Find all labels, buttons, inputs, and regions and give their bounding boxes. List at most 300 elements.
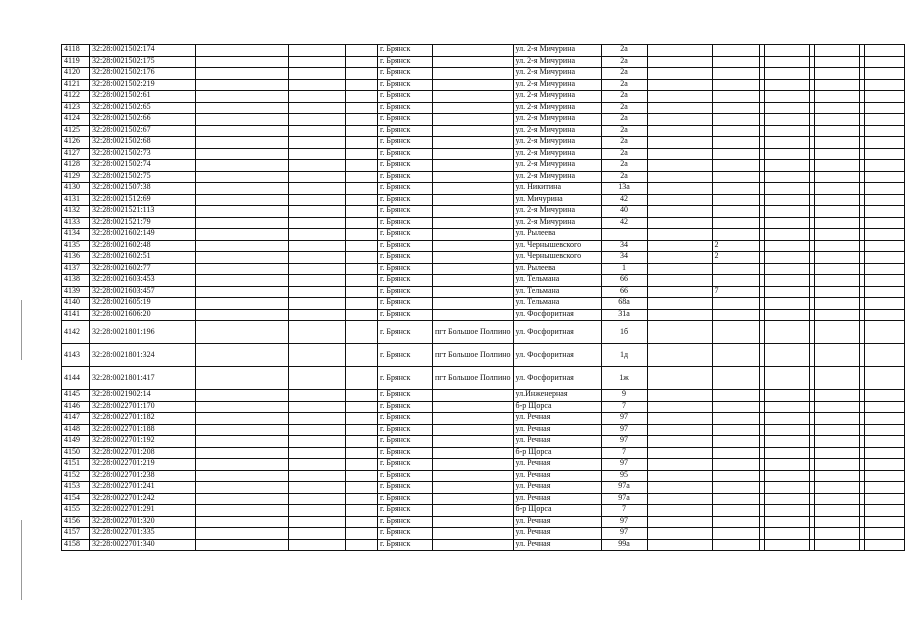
empty-cell bbox=[814, 263, 859, 275]
empty-cell bbox=[864, 206, 904, 218]
empty-cell bbox=[647, 275, 712, 287]
settlement bbox=[433, 493, 514, 505]
empty-cell bbox=[764, 516, 809, 528]
empty-cell bbox=[196, 171, 289, 183]
empty-cell bbox=[289, 321, 346, 344]
settlement bbox=[433, 171, 514, 183]
empty-cell bbox=[647, 298, 712, 310]
empty-cell bbox=[647, 252, 712, 264]
empty-cell bbox=[814, 298, 859, 310]
empty-cell bbox=[289, 528, 346, 540]
empty-cell bbox=[814, 401, 859, 413]
empty-cell bbox=[647, 56, 712, 68]
city: г. Брянск bbox=[378, 505, 433, 517]
empty-cell bbox=[647, 424, 712, 436]
empty-cell bbox=[764, 148, 809, 160]
empty-cell bbox=[196, 436, 289, 448]
table-row bbox=[62, 539, 905, 551]
empty-cell bbox=[764, 413, 809, 425]
empty-cell bbox=[647, 45, 712, 57]
row-number: 4124 bbox=[62, 114, 90, 126]
scan-edge-mark bbox=[21, 520, 22, 600]
empty-cell bbox=[289, 286, 346, 298]
empty-cell bbox=[289, 390, 346, 402]
street: ул. 2-я Мичурина bbox=[513, 68, 601, 80]
house-number: 97 bbox=[601, 459, 647, 471]
house-number: 2а bbox=[601, 102, 647, 114]
city: г. Брянск bbox=[378, 367, 433, 390]
empty-cell bbox=[346, 217, 378, 229]
extra-number bbox=[712, 194, 759, 206]
street: ул. Тельмана bbox=[513, 298, 601, 310]
empty-cell bbox=[346, 114, 378, 126]
scan-edge-mark bbox=[21, 300, 22, 360]
empty-cell bbox=[764, 252, 809, 264]
empty-cell bbox=[864, 171, 904, 183]
table-row bbox=[62, 217, 905, 229]
empty-cell bbox=[289, 436, 346, 448]
table-row bbox=[62, 194, 905, 206]
street: ул. Речная bbox=[513, 493, 601, 505]
house-number: 97а bbox=[601, 482, 647, 494]
city: г. Брянск bbox=[378, 137, 433, 149]
settlement bbox=[433, 194, 514, 206]
table-row bbox=[62, 240, 905, 252]
empty-cell bbox=[647, 217, 712, 229]
extra-number bbox=[712, 505, 759, 517]
cadastral-number: 32:28:0022701:188 bbox=[90, 424, 196, 436]
city: г. Брянск bbox=[378, 102, 433, 114]
empty-cell bbox=[196, 344, 289, 367]
house-number: 2а bbox=[601, 171, 647, 183]
empty-cell bbox=[346, 493, 378, 505]
empty-cell bbox=[864, 447, 904, 459]
extra-number bbox=[712, 114, 759, 126]
settlement bbox=[433, 516, 514, 528]
empty-cell bbox=[764, 217, 809, 229]
extra-number bbox=[712, 413, 759, 425]
empty-cell bbox=[289, 539, 346, 551]
house-number: 1 bbox=[601, 263, 647, 275]
cadastral-number: 32:28:0021801:324 bbox=[90, 344, 196, 367]
empty-cell bbox=[764, 286, 809, 298]
empty-cell bbox=[346, 148, 378, 160]
city: г. Брянск bbox=[378, 482, 433, 494]
city: г. Брянск bbox=[378, 68, 433, 80]
cadastral-number: 32:28:0021521:79 bbox=[90, 217, 196, 229]
row-number: 4158 bbox=[62, 539, 90, 551]
empty-cell bbox=[864, 68, 904, 80]
city: г. Брянск bbox=[378, 263, 433, 275]
city: г. Брянск bbox=[378, 321, 433, 344]
cadastral-number: 32:28:0022701:340 bbox=[90, 539, 196, 551]
extra-number bbox=[712, 493, 759, 505]
city: г. Брянск bbox=[378, 252, 433, 264]
table-row bbox=[62, 321, 905, 344]
empty-cell bbox=[647, 194, 712, 206]
empty-cell bbox=[764, 183, 809, 195]
extra-number bbox=[712, 45, 759, 57]
extra-number bbox=[712, 309, 759, 321]
empty-cell bbox=[647, 401, 712, 413]
house-number: 66 bbox=[601, 275, 647, 287]
empty-cell bbox=[764, 229, 809, 241]
house-number: 2а bbox=[601, 56, 647, 68]
street: ул. 2-я Мичурина bbox=[513, 91, 601, 103]
city: г. Брянск bbox=[378, 539, 433, 551]
settlement bbox=[433, 160, 514, 172]
row-number: 4132 bbox=[62, 206, 90, 218]
empty-cell bbox=[346, 367, 378, 390]
house-number: 97 bbox=[601, 516, 647, 528]
city: г. Брянск bbox=[378, 229, 433, 241]
empty-cell bbox=[196, 528, 289, 540]
row-number: 4144 bbox=[62, 367, 90, 390]
empty-cell bbox=[289, 206, 346, 218]
table-row bbox=[62, 68, 905, 80]
empty-cell bbox=[346, 505, 378, 517]
house-number: 68а bbox=[601, 298, 647, 310]
table-row bbox=[62, 206, 905, 218]
row-number: 4156 bbox=[62, 516, 90, 528]
empty-cell bbox=[814, 321, 859, 344]
settlement: пгт Большое Полпино bbox=[433, 321, 514, 344]
cadastral-number: 32:28:0021602:51 bbox=[90, 252, 196, 264]
empty-cell bbox=[196, 286, 289, 298]
settlement bbox=[433, 240, 514, 252]
empty-cell bbox=[196, 137, 289, 149]
settlement bbox=[433, 505, 514, 517]
empty-cell bbox=[346, 240, 378, 252]
empty-cell bbox=[647, 263, 712, 275]
empty-cell bbox=[346, 275, 378, 287]
street: ул. Рылеева bbox=[513, 263, 601, 275]
empty-cell bbox=[764, 171, 809, 183]
empty-cell bbox=[346, 137, 378, 149]
empty-cell bbox=[346, 183, 378, 195]
empty-cell bbox=[764, 539, 809, 551]
row-number: 4129 bbox=[62, 171, 90, 183]
row-number: 4148 bbox=[62, 424, 90, 436]
settlement bbox=[433, 401, 514, 413]
empty-cell bbox=[864, 459, 904, 471]
city: г. Брянск bbox=[378, 286, 433, 298]
house-number: 13а bbox=[601, 183, 647, 195]
empty-cell bbox=[346, 390, 378, 402]
empty-cell bbox=[647, 539, 712, 551]
row-number: 4135 bbox=[62, 240, 90, 252]
table-row bbox=[62, 401, 905, 413]
row-number: 4123 bbox=[62, 102, 90, 114]
cadastral-number: 32:28:0021502:61 bbox=[90, 91, 196, 103]
extra-number bbox=[712, 447, 759, 459]
empty-cell bbox=[864, 539, 904, 551]
empty-cell bbox=[764, 447, 809, 459]
empty-cell bbox=[764, 91, 809, 103]
extra-number bbox=[712, 183, 759, 195]
house-number: 7 bbox=[601, 447, 647, 459]
empty-cell bbox=[864, 79, 904, 91]
house-number: 9 bbox=[601, 390, 647, 402]
row-number: 4155 bbox=[62, 505, 90, 517]
empty-cell bbox=[346, 125, 378, 137]
street: ул. 2-я Мичурина bbox=[513, 171, 601, 183]
empty-cell bbox=[346, 286, 378, 298]
settlement bbox=[433, 68, 514, 80]
cadastral-number: 32:28:0021512:69 bbox=[90, 194, 196, 206]
empty-cell bbox=[289, 401, 346, 413]
table-row bbox=[62, 528, 905, 540]
empty-cell bbox=[647, 309, 712, 321]
extra-number bbox=[712, 148, 759, 160]
table-row bbox=[62, 344, 905, 367]
empty-cell bbox=[346, 539, 378, 551]
house-number: 2а bbox=[601, 68, 647, 80]
empty-cell bbox=[764, 114, 809, 126]
city: г. Брянск bbox=[378, 309, 433, 321]
empty-cell bbox=[196, 79, 289, 91]
empty-cell bbox=[814, 240, 859, 252]
empty-cell bbox=[196, 539, 289, 551]
empty-cell bbox=[814, 79, 859, 91]
empty-cell bbox=[814, 516, 859, 528]
empty-cell bbox=[196, 390, 289, 402]
extra-number bbox=[712, 229, 759, 241]
city: г. Брянск bbox=[378, 528, 433, 540]
extra-number bbox=[712, 217, 759, 229]
row-number: 4154 bbox=[62, 493, 90, 505]
cadastral-number: 32:28:0022701:208 bbox=[90, 447, 196, 459]
settlement: пгт Большое Полпино bbox=[433, 367, 514, 390]
city: г. Брянск bbox=[378, 424, 433, 436]
house-number: 97а bbox=[601, 493, 647, 505]
table-row bbox=[62, 436, 905, 448]
empty-cell bbox=[864, 137, 904, 149]
extra-number: 2 bbox=[712, 252, 759, 264]
table-row bbox=[62, 367, 905, 390]
empty-cell bbox=[864, 275, 904, 287]
empty-cell bbox=[864, 413, 904, 425]
house-number: 2а bbox=[601, 137, 647, 149]
empty-cell bbox=[346, 68, 378, 80]
row-number: 4150 bbox=[62, 447, 90, 459]
settlement bbox=[433, 424, 514, 436]
empty-cell bbox=[764, 424, 809, 436]
empty-cell bbox=[647, 528, 712, 540]
empty-cell bbox=[196, 125, 289, 137]
empty-cell bbox=[289, 56, 346, 68]
extra-number bbox=[712, 275, 759, 287]
empty-cell bbox=[289, 194, 346, 206]
empty-cell bbox=[814, 160, 859, 172]
row-number: 4140 bbox=[62, 298, 90, 310]
empty-cell bbox=[814, 539, 859, 551]
cadastral-number: 32:28:0021502:176 bbox=[90, 68, 196, 80]
cadastral-number: 32:28:0021502:219 bbox=[90, 79, 196, 91]
cadastral-number: 32:28:0022701:192 bbox=[90, 436, 196, 448]
empty-cell bbox=[289, 148, 346, 160]
empty-cell bbox=[289, 493, 346, 505]
settlement bbox=[433, 528, 514, 540]
extra-number bbox=[712, 470, 759, 482]
empty-cell bbox=[289, 240, 346, 252]
empty-cell bbox=[814, 217, 859, 229]
house-number: 40 bbox=[601, 206, 647, 218]
street: ул. Рылеева bbox=[513, 229, 601, 241]
row-number: 4134 bbox=[62, 229, 90, 241]
empty-cell bbox=[196, 413, 289, 425]
empty-cell bbox=[864, 45, 904, 57]
empty-cell bbox=[814, 56, 859, 68]
extra-number bbox=[712, 125, 759, 137]
empty-cell bbox=[864, 148, 904, 160]
row-number: 4142 bbox=[62, 321, 90, 344]
cadastral-number: 32:28:0021603:453 bbox=[90, 275, 196, 287]
empty-cell bbox=[647, 160, 712, 172]
settlement bbox=[433, 79, 514, 91]
empty-cell bbox=[814, 367, 859, 390]
empty-cell bbox=[814, 493, 859, 505]
house-number: 2а bbox=[601, 114, 647, 126]
empty-cell bbox=[764, 263, 809, 275]
empty-cell bbox=[196, 263, 289, 275]
empty-cell bbox=[764, 505, 809, 517]
empty-cell bbox=[814, 528, 859, 540]
street: ул. Никитина bbox=[513, 183, 601, 195]
empty-cell bbox=[346, 470, 378, 482]
row-number: 4127 bbox=[62, 148, 90, 160]
empty-cell bbox=[864, 252, 904, 264]
house-number bbox=[601, 229, 647, 241]
empty-cell bbox=[814, 436, 859, 448]
house-number: 42 bbox=[601, 217, 647, 229]
city: г. Брянск bbox=[378, 217, 433, 229]
empty-cell bbox=[647, 447, 712, 459]
street: б-р Щорса bbox=[513, 447, 601, 459]
empty-cell bbox=[764, 401, 809, 413]
empty-cell bbox=[764, 68, 809, 80]
empty-cell bbox=[346, 459, 378, 471]
street: ул. 2-я Мичурина bbox=[513, 160, 601, 172]
row-number: 4119 bbox=[62, 56, 90, 68]
empty-cell bbox=[346, 436, 378, 448]
city: г. Брянск bbox=[378, 206, 433, 218]
street: ул. 2-я Мичурина bbox=[513, 45, 601, 57]
city: г. Брянск bbox=[378, 401, 433, 413]
empty-cell bbox=[864, 183, 904, 195]
empty-cell bbox=[647, 436, 712, 448]
empty-cell bbox=[814, 459, 859, 471]
settlement bbox=[433, 539, 514, 551]
empty-cell bbox=[864, 493, 904, 505]
empty-cell bbox=[814, 275, 859, 287]
row-number: 4145 bbox=[62, 390, 90, 402]
street: ул. 2-я Мичурина bbox=[513, 125, 601, 137]
empty-cell bbox=[196, 516, 289, 528]
cadastral-number: 32:28:0022701:182 bbox=[90, 413, 196, 425]
table-row bbox=[62, 125, 905, 137]
empty-cell bbox=[289, 413, 346, 425]
empty-cell bbox=[864, 125, 904, 137]
cadastral-number: 32:28:0021502:66 bbox=[90, 114, 196, 126]
city: г. Брянск bbox=[378, 240, 433, 252]
cadastral-number: 32:28:0022701:241 bbox=[90, 482, 196, 494]
empty-cell bbox=[864, 470, 904, 482]
settlement bbox=[433, 137, 514, 149]
empty-cell bbox=[289, 102, 346, 114]
house-number: 99а bbox=[601, 539, 647, 551]
street: ул. Фосфоритная bbox=[513, 367, 601, 390]
empty-cell bbox=[289, 45, 346, 57]
registry-table bbox=[61, 44, 905, 551]
extra-number bbox=[712, 263, 759, 275]
empty-cell bbox=[346, 160, 378, 172]
table-row bbox=[62, 309, 905, 321]
empty-cell bbox=[647, 79, 712, 91]
extra-number bbox=[712, 344, 759, 367]
row-number: 4133 bbox=[62, 217, 90, 229]
table-row bbox=[62, 470, 905, 482]
settlement bbox=[433, 413, 514, 425]
table-row bbox=[62, 148, 905, 160]
empty-cell bbox=[647, 91, 712, 103]
row-number: 4139 bbox=[62, 286, 90, 298]
empty-cell bbox=[196, 447, 289, 459]
empty-cell bbox=[647, 470, 712, 482]
empty-cell bbox=[196, 482, 289, 494]
house-number: 2а bbox=[601, 125, 647, 137]
settlement bbox=[433, 459, 514, 471]
empty-cell bbox=[196, 459, 289, 471]
settlement bbox=[433, 206, 514, 218]
empty-cell bbox=[814, 470, 859, 482]
empty-cell bbox=[864, 321, 904, 344]
empty-cell bbox=[864, 367, 904, 390]
city: г. Брянск bbox=[378, 148, 433, 160]
street: б-р Щорса bbox=[513, 505, 601, 517]
table-row bbox=[62, 252, 905, 264]
empty-cell bbox=[346, 194, 378, 206]
empty-cell bbox=[196, 240, 289, 252]
settlement bbox=[433, 263, 514, 275]
empty-cell bbox=[346, 171, 378, 183]
cadastral-number: 32:28:0021602:149 bbox=[90, 229, 196, 241]
city: г. Брянск bbox=[378, 516, 433, 528]
table-row bbox=[62, 102, 905, 114]
empty-cell bbox=[647, 183, 712, 195]
city: г. Брянск bbox=[378, 114, 433, 126]
settlement bbox=[433, 183, 514, 195]
table-row bbox=[62, 390, 905, 402]
empty-cell bbox=[764, 45, 809, 57]
cadastral-number: 32:28:0021603:457 bbox=[90, 286, 196, 298]
empty-cell bbox=[346, 102, 378, 114]
empty-cell bbox=[814, 482, 859, 494]
extra-number bbox=[712, 206, 759, 218]
empty-cell bbox=[647, 516, 712, 528]
street: ул. Речная bbox=[513, 528, 601, 540]
cadastral-number: 32:28:0021801:196 bbox=[90, 321, 196, 344]
empty-cell bbox=[814, 424, 859, 436]
settlement bbox=[433, 114, 514, 126]
cadastral-number: 32:28:0021502:73 bbox=[90, 148, 196, 160]
empty-cell bbox=[814, 344, 859, 367]
street: ул. Речная bbox=[513, 482, 601, 494]
city: г. Брянск bbox=[378, 447, 433, 459]
empty-cell bbox=[864, 424, 904, 436]
empty-cell bbox=[814, 125, 859, 137]
street: ул. Речная bbox=[513, 413, 601, 425]
